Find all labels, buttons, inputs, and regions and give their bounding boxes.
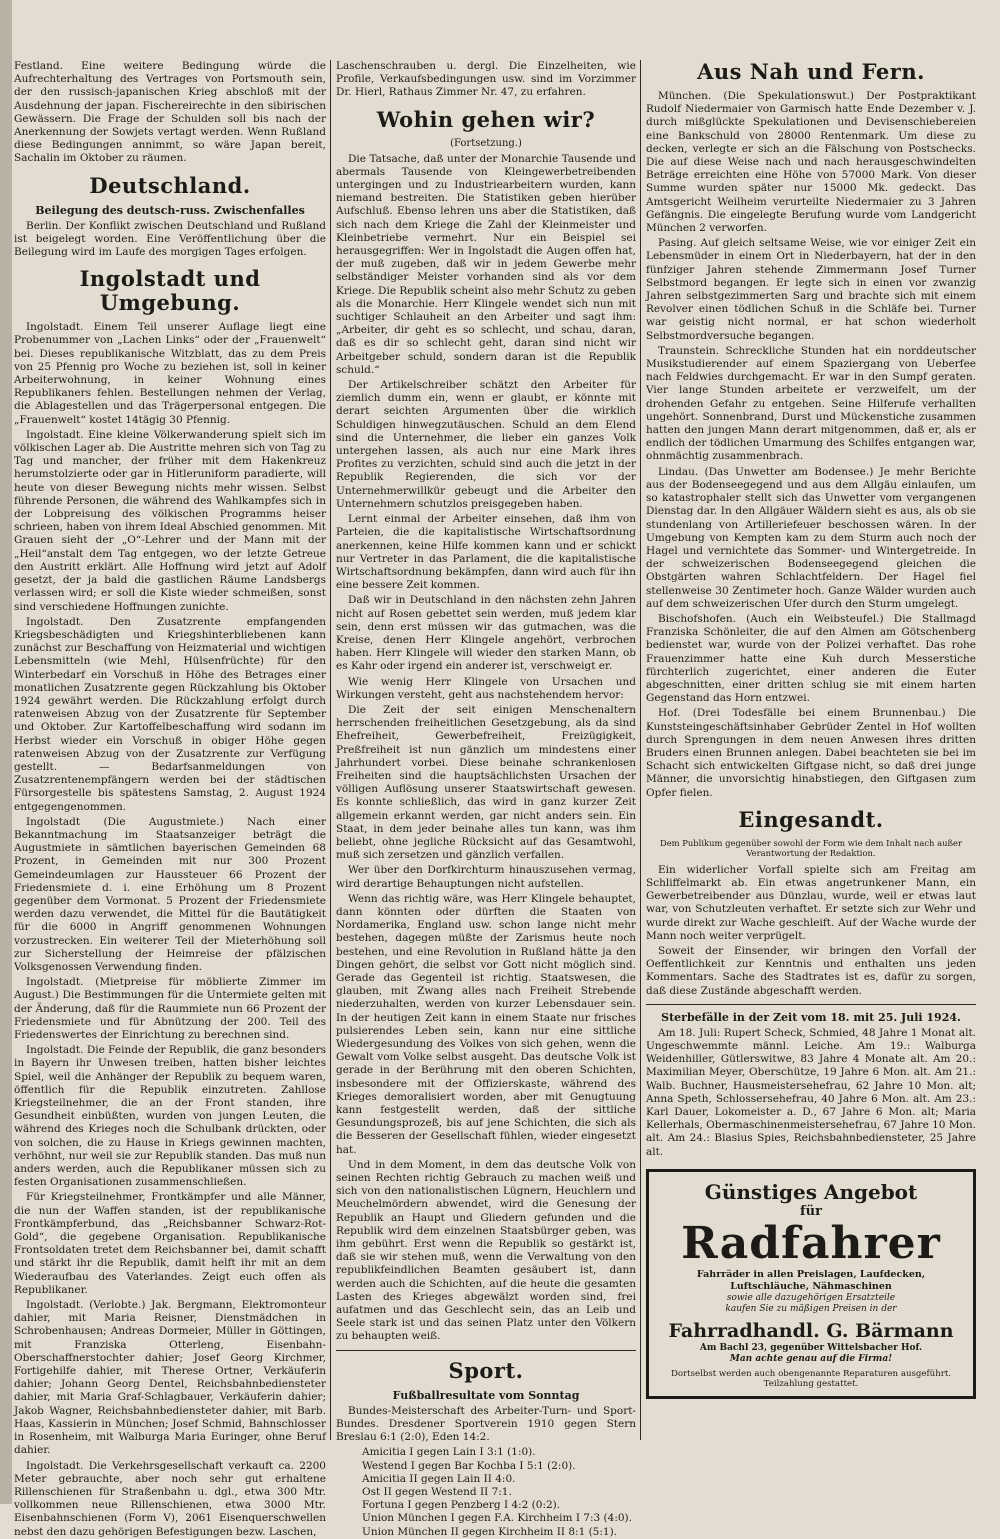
article-text: Die Tatsache, daß unter der Monarchie Tausende und abermals Tausende von Kleingewerbetreibenden untergingen und zu Industriearbeitern wurden, kann niemand bestreiten. Die Statistiken geben hierüber Aufschluß. Ebenso lehren uns aber die Statistiken, daß sich nach dem Kriege die Zahl der Kleinmeister und Kleinbetriebe vermehrt. Nur ein Beispiel sei herausgegriffen: Wer in Ingolstadt die Augen offen hat, der muß zugeben, daß wir in jedem Gewerbe mehr selbständiger Meister vorhanden sind als vor dem Kriege. Die Republik scheint also mehr Schutz zu geben als die Monarchie. Herr Klingele wendet sich nun mit suchtiger Schlauheit an den Arbeiter und sagt ihm: „Arbeiter, dir geht es so schlecht, und schau, daran, daß es dir so schlecht geht, daran sind nicht wir Arbeitgeber schuld, sondern daran ist die Republik schuld.“ [336,152,636,376]
article-text: Ingolstadt. (Verlobte.) Jak. Bergmann, Elektromonteur dahier, mit Maria Reisner, Dienstmädchen in Schrobenhausen; Andreas Dormeier, Müller in Göttingen, mit Franziska Otterleng, Eisenbahn-Oberschaffnerstochter dahier; Josef Georg Kirchmer, Fortigehilfe dahier, mit Therese Ortner, Verkäuferin dahier; Johann Georg Dentel, Reichsbahnbediensteter dahier, mit Maria Graf-Schlagbauer, Verkäuferin dahier; Jakob Wagner, Reichsbahnbediensteter dahier, mit Barb. Haas, Kassierin in München; Josef Schmid, Bahnschlosser in Rosenheim, mit Walburga Maria Euringer, ohne Beruf dahier. [14,1299,326,1457]
section-heading-eingesandt: Eingesandt. [738,806,884,832]
section-heading-deutschland: Deutschland. [89,172,251,198]
article-text: Und in dem Moment, in dem das deutsche Volk von seinen Rechten richtig Gebrauch zu machen weiß und sich von den nationalistischen Lügnern, Heuchlern und Meuchelmördern abwendet, wird die Genesung der Republik an Haupt und Gliedern gefunden und die Republik wird dem einzelnen Staatsbürger geben, was ihm gebührt. Erst wenn die Republik so gestärkt ist, daß sie wir stehen muß, wenn die Verwaltung von den republikfeindlichen Beamten gesäubert ist, dann werden auch die Schichten, auf die heute die gesamten Lasten des Krieges abgewälzt worden sind, frei aufatmen und das Geschlecht sein, das an Leib und Seele stark ist und das seinen Platz unter den Völkern zu behaupten weiß. [336,1158,636,1343]
article-text: Berlin. Der Konflikt zwischen Deutschland und Rußland ist beigelegt worden. Eine Veröffentlichung über die Beilegung wird im Laufe des morgigen Tages erfolgen. [14,219,326,259]
article-text: Wer über den Dorfkirchturm hinauszusehen vermag, wird derartige Behauptungen nicht aufstellen. [336,864,636,890]
result-item: Ost II gegen Westend II 7:1. [362,1485,512,1498]
ad-text: für [800,1203,822,1219]
result-item: Union München I gegen F.A. Kirchheim I 7:3 (4:0). [362,1512,632,1525]
article-text: Laschenschrauben u. dergl. Die Einzelheiten, wie Profile, Verkaufsbedingungen usw. sind im Vorzimmer Dr. Hierl, Rathaus Zimmer Nr. 47, zu erfahren. [336,60,636,99]
result-item: Union München II gegen Kirchheim II 8:1 (5:1). [362,1525,618,1538]
result-item: Fortuna I gegen Penzberg I 4:2 (0:2). [362,1499,561,1512]
article-text: Ingolstadt. Die Verkehrsgesellschaft verkauft ca. 2200 Meter gebrauchte, aber noch sehr gut erhaltene Rillenschienen für Straßenbahn u. dgl., etwa 300 Mtr. vollkommen neue Rillenschienen, etwa 3000 Mtr. Eisenbahnschienen (Form V), 2061 Eisenquerschwellen nebst den dazu gehörigen Befestigungen bezw. Laschen, [14,1459,326,1538]
article-text: Ingolstadt. Einem Teil unserer Auflage liegt eine Probenummer von „Lachen Links“ oder der „Frauenwelt“ bei. Dieses republikanische Witzblatt, das zu dem Preis von 25 Pfennig pro Woche zu beziehen ist, soll in keiner Arbeiterwohnung, in keiner Wohnung eines Republikaners fehlen. Bestellungen nehmen der Verlag, die Ablagestellen und das Trägerpersonal entgegen. Die „Frauenwelt“ kostet 14tägig 30 Pfennig. [14,321,326,426]
section-heading-sport: Sport. [448,1357,524,1383]
result-item: Westend I gegen Bar Kochba I 5:1 (2:0). [362,1459,576,1472]
article-text: Ingolstadt (Die Augustmiete.) Nach einer Bekanntmachung im Staatsanzeiger beträgt die Augustmiete in sämtlichen bayerischen Gemeinden 68 Prozent, in Gemeinden mit nur 300 Prozent Gemeindeumlagen zur Haussteuer 66 Prozent der Friedensmiete d. i. eine Erhöhung um 8 Prozent gegenüber dem Vormonat. 5 Prozent der Friedensmiete werden dazu verwendet, die Mittel für die Bautätigkeit für die 6000 in Angriff genommenen Wohnungen vorzustrecken. Ein weiterer Teil der Mieterhöhung soll zur Sicherstellung der Heimreise der pfälzischen Volksgenossen Verwendung finden. [14,815,326,973]
advertisement-box [646,1169,976,1399]
article-heading-sterbefaelle: Sterbefälle in der Zeit vom 18. mit 25. Juli 1924. [661,1010,961,1024]
article-text: Ingolstadt. Die Feinde der Republik, die ganz besonders in Bayern ihr Unwesen treiben, hatten bisher leichtes Spiel, weil die Anhänger der Republik zu bequem waren, öffentlich für die Republik einzutreten. Zahllose Kriegsteilnehmer, die an der Front standen, ihre Gesundheit einbüßten, wurden von jungen Leuten, die während des Krieges noch die Schulbank drückten, oder von solchen, die zu Hause in Kriegs gewinnen machten, verhöhnt, nur weil sie zur Republik standen. Das muß nun anders werden, auch die Republikaner müssen sich zu festen Organisationen zusammenschließen. [14,1044,326,1189]
ad-text: Fahrräder in allen Preislagen, Laufdecken, Luftschläuche, Nähmaschinen [696,1268,926,1292]
article-subtitle: (Fortsetzung.) [450,137,522,149]
article-text: Ein widerlicher Vorfall spielte sich am Freitag am Schliffelmarkt ab. Ein etwas angetrunkener Mann, ein Gewerbetreibender aus Dünzlau, wurde, weil er etwas laut war, von Schutzleuten verhaftet. Er setzte sich zur Wehr und wurde direkt zur Wache geschleift. Auf der Wache wurde der Mann noch weiter verprügelt. [646,863,976,942]
article-heading: Beilegung des deutsch-russ. Zwischenfalles [35,203,305,217]
ad-headline: Günstiges Angebot [704,1179,918,1204]
column-rule [330,60,331,1440]
article-text: Die Zeit der seit einigen Menschenaltern herrschenden freiheitlichen Gesetzgebung, als da sind Ehefreiheit, Gewerbefreiheit, Freizügigkeit, Preßfreiheit ist nun gänzlich um mindestens einer Jahrhundert vorbei. Diese beinahe schrankenlosen Freiheiten sind die hauptsächlichsten Ursachen der völligen Auflösung unserer Staatswirtschaft gewesen. Es konnte schließlich, das wird in ganz kurzer Zeit allgemein erkannt werden, gar nicht anders sein. Ein Staat, in dem jeder beinahe alles tun kann, was ihm beliebt, ohne jegliche Rücksicht auf das Gesamtwohl, muß sich zersetzen und gänzlich verfallen. [336,703,636,862]
article-text: Lernt einmal der Arbeiter einsehen, daß ihm von Parteien, die die kapitalistische Wirtschaftsordnung anerkennen, keine Hilfe kommen kann und er schickt nur Vertreter in das Parlament, die die kapitalistische Wirtschaftsordnung bekämpfen, dann wird auch für ihn eine bessere Zeit kommen. [336,513,636,592]
article-text: Hof. (Drei Todesfälle bei einem Brunnenbau.) Die Kunststeingeschäftsinhaber Gebrüder Zentel in Hof wollten durch Sprengungen in dem neuen Anwesen ihres dritten Bruders einen Brunnen anlegen. Dabei beachteten sie bei im Schacht sich entwickelten Giftgase nicht, so daß drei junge Männer, die unvorsichtig hinabstiegen, den Giftgasen zum Opfer fielen. [646,707,976,799]
article-text: Wenn das richtig wäre, was Herr Klingele behauptet, dann könnten oder dürften die Staaten von Nordamerika, England usw. schon lange nicht mehr bestehen, dagegen müßte der Zarismus heute noch bestehen, und eine Revolution in Rußland hätte ja den Dingen gehört, die selbst vor Gott nicht möglich sind. Gerade das Gegenteil ist richtig. Staatswesen, die glauben, mit Zwang alles nach Freiheit Strebende niederzuhalten, werden von kurzer Lebensdauer sein. In der heutigen Zeit kann in einem Staate nur frisches pulsierendes Leben sein, kann nur eine sittliche Wiedergesundung des Volkes von sich gehen, wenn die Gewalt vom Volke selbst ausgeht. Das deutsche Volk ist gerade in der Berührung mit den oberen Schichten, insbesondere mit der Offizierskaste, während des Krieges demoralisiert worden, aber mit Genugtuung kann festgestellt werden, daß der sittliche Gesundungsprozeß, bis auf jene Schichten, die sich als die Besseren der Gesellschaft fühlen, wieder eingesetzt hat. [336,892,636,1156]
article-text: Am 18. Juli: Rupert Scheck, Schmied, 48 Jahre 1 Monat alt. Ungeschwemmte männl. Leiche. Am 19.: Walburga Weidenhiller, Gütlerswitwe, 83 Jahre 4 Monate alt. Am 20.: Maximilian Meyer, Oberschütze, 19 Jahre 6 Mon. alt. Am 21.: Walb. Buchner, Hausmeistersehefrau, 62 Jahre 10 Mon. alt; Anna Speth, Schlossersehefrau, 40 Jahre 6 Mon. alt. Am 23.: Karl Dauer, Lokomeister a. D., 67 Jahre 6 Mon. alt; Maria Kellerhals, Obermaschinenmeistersehefrau, 67 Jahre 10 Mon. alt. Am 24.: Blasius Spies, Reichsbahnbediensteter, 25 Jahre alt. [646,1026,977,1158]
ad-shop-name: Fahrradhandl. G. Bärmann [668,1319,954,1342]
ad-text: Dortselbst werden auch obengenannte Reparaturen ausgeführt. Teilzahlung gestattet. [670,1368,952,1390]
article-text: Bundes-Meisterschaft des Arbeiter-Turn- und Sport-Bundes. Dresdener Sportverein 1910 gegen Stern Breslau 6:1 (2:0), Eden 14:2. [336,1404,636,1444]
result-item: Amicitia II gegen Lain II 4:0. [362,1472,516,1485]
ad-title: Radfahrer [681,1217,941,1269]
ad-text: Man achte genau auf die Firma! [729,1353,893,1364]
article-text: Ingolstadt. (Mietpreise für möblierte Zimmer im August.) Die Bestimmungen für die Untermiete gelten mit der Änderung, daß für die Raummiete nun 66 Prozent der Friedensmiete und für Abnützung der 200. Teil des Friedenswertes der Einrichtung zu berechnen sind. [14,976,326,1041]
divider [336,1350,636,1351]
article-text: Soweit der Einsender, wir bringen den Vorfall der Oeffentlichkeit zur Kenntnis und enthalten uns jeden Kommentars. Sache des Stadtrates ist es, dafür zu sorgen, daß diese Zustände abgeschafft werden. [646,944,976,997]
section-heading-aus-nah-und-fern: Aus Nah und Fern. [697,59,925,84]
column-right [646,60,976,1500]
result-item: Amicitia I gegen Lain I 3:1 (1:0). [362,1446,536,1459]
results-list [336,1446,636,1538]
article-text: Ingolstadt. Eine kleine Völkerwanderung spielt sich im völkischen Lager ab. Die Austritte mehren sich von Tag zu Tag und mancher, der früher mit dem Hakenkreuz herumstolzierte oder gar in Hitleruniform paradierte, will heute von dieser Bewegung nichts mehr wissen. Selbst führende Personen, die während des Wahlkampfes sich in der Lobpreisung des völkischen Programms heiser schrieen, haben von ihrem Ideal Abschied genommen. Mit Grauen sieht der „O“-Lehrer und der Mann mit der „Heil“anstalt dem Tag entgegen, wo der letzte Getreue den Austritt erklärt. Alle Hoffnung wird jetzt auf Adolf gesetzt, der ja bald die gastlichen Räume Landsbergs verlassen wird; er soll die Kiste wieder schmeißen, sonst sind verschiedene Hoffnungen zunichte. [14,428,326,613]
article-text: Festland. Eine weitere Bedingung würde die Aufrechterhaltung des Vertrages von Portsmouth sein, der den russisch-japanischen Krieg abschloß mit der Ausdehnung der japan. Fischereirechte in den sibirischen Gewässern. Die Frage der Schulden soll bis nach der Anerkennung der Sowjets vertagt werden. Wenn Rußland diese Bedingungen annimmt, so wäre Japan bereit, Sachalin im Oktober zu räumen. [14,60,326,165]
disclaimer: Dem Publikum gegenüber sowohl der Form wie dem Inhalt nach außer Verantwortung der Redaktion. [659,837,963,858]
article-text: Pasing. Auf gleich seltsame Weise, wie vor einiger Zeit ein Lebensmüder in einem Ort in Niederbayern, hat der in den fünfziger Jahren stehende Zimmermann Josef Turner Selbstmord begangen. Er legte sich in einen vor zwanzig Jahren selbstgezimmerten Sarg und brachte sich mit einem Revolver einen tödlichen Schuß in die Schläfe bei. Turner war geistig nicht normal, er hat schon wiederholt Selbstmordversuche begangen. [646,237,976,342]
page-edge [0,0,12,1504]
ad-address: Am Bachl 23, gegenüber Wittelsbacher Hof. [699,1342,923,1353]
article-text: Wie wenig Herr Klingele von Ursachen und Wirkungen versteht, geht aus nachstehendem hervor: [336,675,636,701]
article-text: Lindau. (Das Unwetter am Bodensee.) Je mehr Berichte aus der Bodenseegegend und aus dem Allgäu einlaufen, um so katastrophaler stellt sich das Unwetter vom vergangenen Dienstag dar. In den Allgäuer Wäldern sieht es aus, als ob sie stundenlang von Artilleriefeuer beschossen wären. In der Umgebung von Kempten kam zu dem Sturm auch noch der Hagel und vernichtete das Sommer- und Wintergetreide. In der schweizerischen Bodenseegegend gleichen die Obstgärten wahren Schlachtfeldern. Der Hagel fiel stellenweise 30 Zentimeter hoch. Ganze Wälder wurden auch auf dem schweizerischen Ufer durch den Sturm umgelegt. [646,465,976,610]
article-heading: Fußballresultate vom Sonntag [392,1388,580,1402]
column-rule [640,60,641,1440]
article-text: München. (Die Spekulationswut.) Der Postpraktikant Rudolf Niedermaier von Garmisch hatte Ende Dezember v. J. durch mißglückte Spekulationen und Devisenschiebereien eine Bankschuld von 28000 Rentenmark. Um diese zu decken, verlegte er sich an die Fälschung von Postschecks. Die auf diese Weise nach und nach herausgeschwindelten Beträge erreichten eine Höhe von 57000 Mark. Von dieser Summe wurden später nur 15000 Mk. gedeckt. Das Amtsgericht Weilheim verurteilte Niedermaier zu 3 Jahren Gefängnis. Die eingelegte Berufung wurde vom Landgericht München 2 verworfen. [646,90,976,235]
section-heading-ingolstadt: Ingolstadt und Umgebung. [79,266,261,316]
section-heading-wohin: Wohin gehen wir? [376,106,596,132]
column-middle [336,60,636,1538]
article-text: Für Kriegsteilnehmer, Frontkämpfer und alle Männer, die nun der Waffen standen, ist der republikanische Frontkämpferbund, das „Reichsbanner Schwarz-Rot-Gold“, die gegebene Organisation. Republikanische Frontsoldaten tretet dem Reichsbanner bei, damit schafft und stärkt ihr die Republik, damit helft ihr mit an dem Wiederaufbau des Vaterlandes. Zeigt euch offen als Republikaner. [14,1191,326,1296]
article-text: Traunstein. Schreckliche Stunden hat ein norddeutscher Musikstudierender auf einem Spaziergang von Ueberfee nach Feldwies durchgemacht. Er war in den Sumpf geraten. Vier lange Stunden arbeitete er verzweifelt, um der drohenden Gefahr zu entgehen. Seine Hilferufe verhallten ungehört. Sonnenbrand, Durst und Mückenstiche zusammen hatten den jungen Mann derart mitgenommen, daß er, als er endlich der tödlichen Umarmung des Schilfes entgangen war, ohnmächtig zusammenbrach. [646,344,976,463]
column-left [14,60,326,1538]
article-text: Bischofshofen. (Auch ein Weibsteufel.) Die Stallmagd Franziska Schönleiter, die auf den Almen am Götschenberg bedienstet war, wurde von der Polizei verhaftet. Das rohe Frauenzimmer hatte eine Kuh durch Messerstiche fürchterlich zugerichtet, einer anderen die Euter abgeschnitten, einer dritten schlug sie mit einem harten Gegenstand das Horn entzwei. [646,612,976,705]
ad-text: kaufen Sie zu mäßigen Preisen in der [725,1303,897,1314]
ad-text: sowie alle dazugehörigen Ersatzteile [726,1292,896,1303]
article-text: Der Artikelschreiber schätzt den Arbeiter für ziemlich dumm ein, wenn er glaubt, er könnte mit derart seichten Argumenten über die wirklich Schuldigen hinwegzutäuschen. Schuld an dem Elend sind die Unternehmer, die lieber ein ganzes Volk untergehen lassen, als auch nur eine Mark ihres Profites zu verzichten, schuld sind auch die jetzt in der Republik Regierenden, die sich vor der Unternehmerwillkür gebeugt und die Arbeiter den Unternehmern schutzlos preisgegeben haben. [336,379,636,510]
article-text: Ingolstadt. Den Zusatzrente empfangenden Kriegsbeschädigten und Kriegshinterbliebenen kann zunächst zur Beschaffung von Heizmaterial und wichtigen Lebensmitteln (wie Mehl, Hülsenfrüchte) für den Winterbedarf ein Vorschuß in Höhe des Betrages einer monatlichen Zusatzrente gegen Rückzahlung bis Oktober 1924 gewährt werden. Die Rückzahlung erfolgt durch ratenweisen Abzug von der Zusatzrente für September und Oktober. Zur Kartoffelbeschaffung wird sodann im Herbst wieder ein Vorschuß in obiger Höhe gegen ratenweisen Abzug von der Zusatzrente zur Verfügung gestellt. — Bedarfsanmeldungen von Zusatzrentenempfängern werden bei der städtischen Fürsorgestelle bis spätestens Samstag, 2. August 1924 entgegengenommen. [14,615,326,813]
divider [646,1004,976,1005]
article-text: Daß wir in Deutschland in den nächsten zehn Jahren nicht auf Rosen gebettet sein werden, muß jedem klar sein, denn erst müssen wir das gutmachen, was die Kreise, denen Herr Klingele angehört, verbrochen haben. Herr Klingele will wieder den starken Mann, ob es Kahr oder irgend ein anderer ist, verschweigt er. [336,594,636,673]
